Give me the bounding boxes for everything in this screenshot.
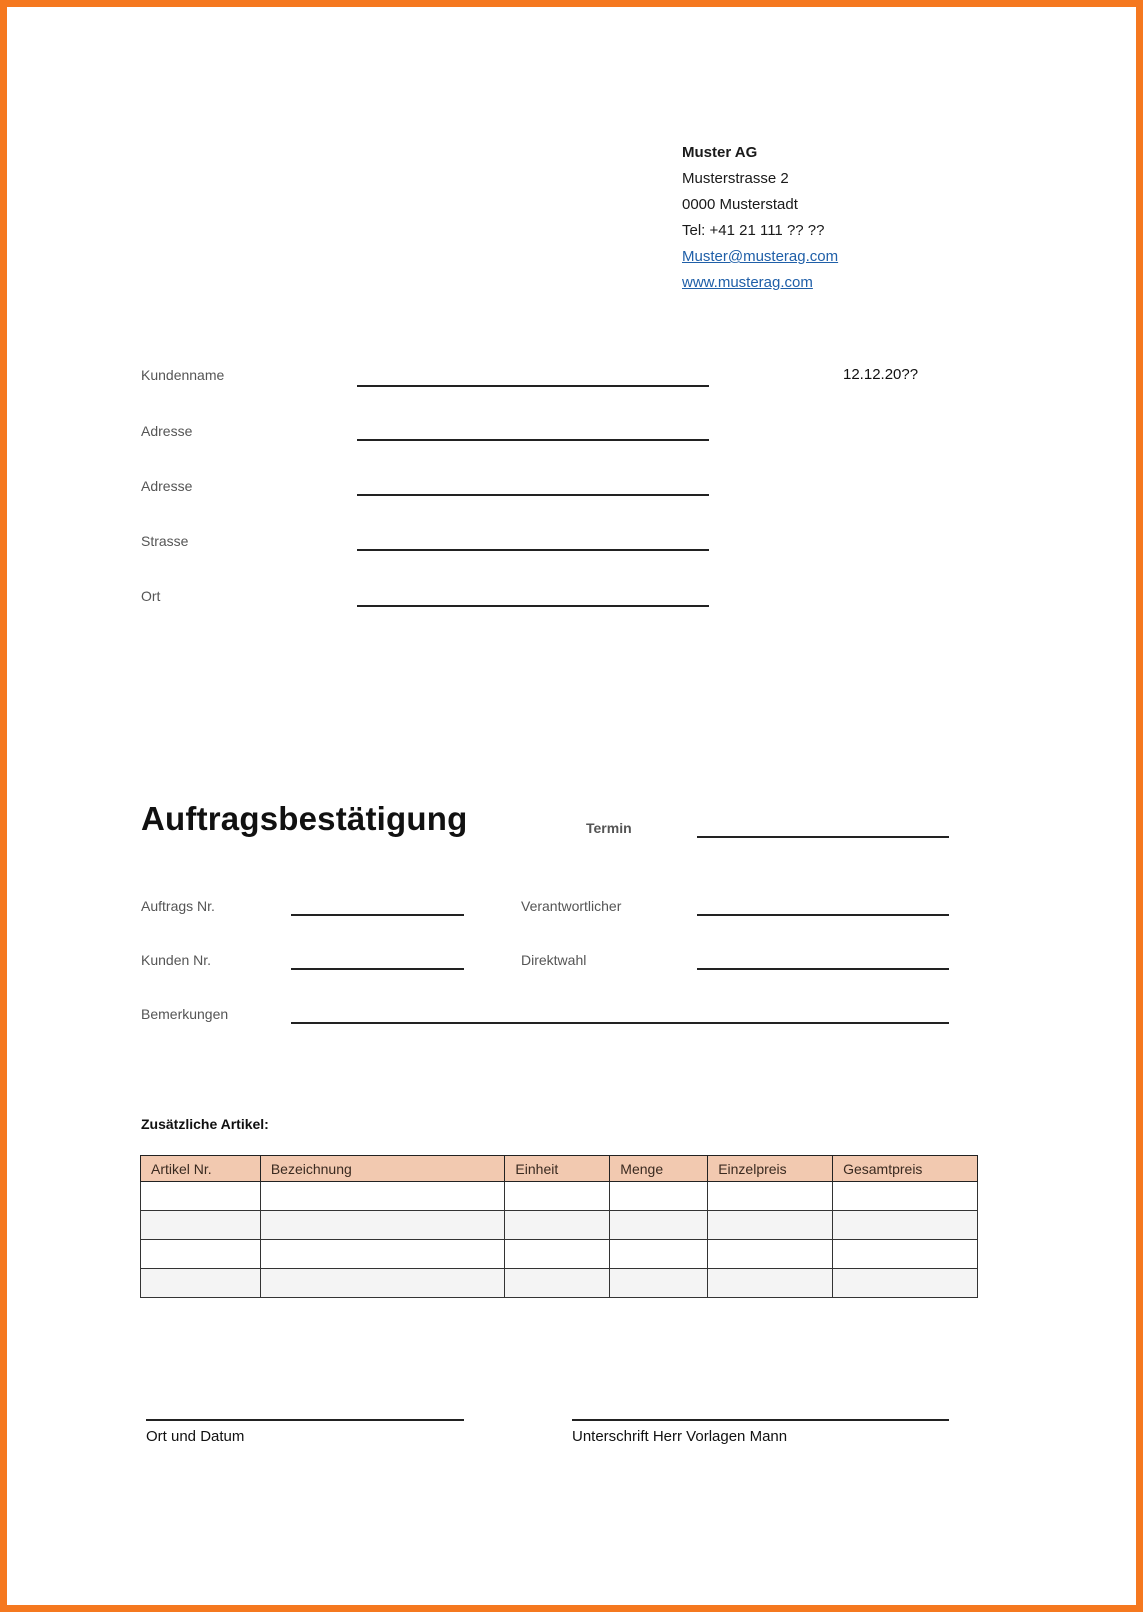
- customer-address2-field[interactable]: [357, 494, 709, 496]
- customer-street-label: Strasse: [141, 533, 189, 549]
- document-title: Auftragsbestätigung: [141, 800, 468, 837]
- auftrag-nr-label: Auftrags Nr.: [141, 898, 215, 914]
- kunden-nr-field[interactable]: [291, 968, 464, 970]
- items-table: [140, 1155, 978, 1298]
- table-cell[interactable]: [260, 1269, 505, 1298]
- verantwortlicher-label: Verantwortlicher: [521, 898, 622, 914]
- direktwahl-field[interactable]: [697, 968, 949, 970]
- termin-field[interactable]: [697, 836, 949, 838]
- table-cell[interactable]: [708, 1182, 833, 1211]
- signature-label: Unterschrift Herr Vorlagen Mann: [572, 1428, 788, 1445]
- table-cell[interactable]: [708, 1269, 833, 1298]
- table-cell[interactable]: [610, 1182, 708, 1211]
- place-date-label: Ort und Datum: [146, 1428, 245, 1445]
- company-name: Muster AG: [682, 144, 758, 161]
- table-cell[interactable]: [833, 1211, 978, 1240]
- table-cell[interactable]: [708, 1211, 833, 1240]
- customer-address2-label: Adresse: [141, 478, 193, 494]
- items-section-title: Zusätzliche Artikel:: [141, 1116, 269, 1132]
- customer-name-field[interactable]: [357, 385, 709, 387]
- table-cell[interactable]: [708, 1240, 833, 1269]
- table-cell[interactable]: [610, 1211, 708, 1240]
- table-row: [141, 1182, 978, 1211]
- table-cell[interactable]: [505, 1211, 610, 1240]
- table-cell[interactable]: [505, 1182, 610, 1211]
- table-cell[interactable]: [141, 1240, 261, 1269]
- table-cell[interactable]: [260, 1182, 505, 1211]
- kunden-nr-label: Kunden Nr.: [141, 952, 212, 968]
- table-cell[interactable]: [610, 1240, 708, 1269]
- customer-name-label: Kundenname: [141, 367, 225, 383]
- company-phone: Tel: +41 21 111 ?? ??: [682, 222, 825, 239]
- table-cell[interactable]: [833, 1269, 978, 1298]
- place-date-line[interactable]: [146, 1419, 464, 1421]
- col-menge: Menge: [610, 1156, 708, 1182]
- verantwortlicher-field[interactable]: [697, 914, 949, 916]
- col-einheit: Einheit: [505, 1156, 610, 1182]
- table-cell[interactable]: [260, 1211, 505, 1240]
- table-row: [141, 1269, 978, 1298]
- table-cell[interactable]: [505, 1240, 610, 1269]
- col-einzelpreis: Einzelpreis: [708, 1156, 833, 1182]
- table-cell[interactable]: [141, 1211, 261, 1240]
- items-table-header: [141, 1156, 978, 1182]
- table-row: [141, 1240, 978, 1269]
- company-email-link[interactable]: Muster@musterag.com: [682, 248, 839, 265]
- document-date: 12.12.20??: [843, 366, 919, 383]
- customer-address-label: Adresse: [141, 423, 193, 439]
- table-cell[interactable]: [260, 1240, 505, 1269]
- company-city: 0000 Musterstadt: [682, 196, 798, 213]
- company-web-link[interactable]: www.musterag.com: [682, 274, 813, 291]
- table-cell[interactable]: [833, 1240, 978, 1269]
- customer-street-field[interactable]: [357, 549, 709, 551]
- table-cell[interactable]: [833, 1182, 978, 1211]
- table-row: [141, 1211, 978, 1240]
- direktwahl-label: Direktwahl: [521, 952, 587, 968]
- col-artikel-nr: Artikel Nr.: [141, 1156, 261, 1182]
- auftrag-nr-field[interactable]: [291, 914, 464, 916]
- customer-city-label: Ort: [141, 588, 161, 604]
- bemerkungen-label: Bemerkungen: [141, 1006, 229, 1022]
- table-cell[interactable]: [505, 1269, 610, 1298]
- signature-line[interactable]: [572, 1419, 949, 1421]
- table-cell[interactable]: [610, 1269, 708, 1298]
- company-street: Musterstrasse 2: [682, 170, 789, 187]
- col-gesamtpreis: Gesamtpreis: [833, 1156, 978, 1182]
- termin-label: Termin: [586, 820, 632, 836]
- table-cell[interactable]: [141, 1182, 261, 1211]
- table-cell[interactable]: [141, 1269, 261, 1298]
- customer-city-field[interactable]: [357, 605, 709, 607]
- col-bezeichnung: Bezeichnung: [260, 1156, 505, 1182]
- bemerkungen-field[interactable]: [291, 1022, 949, 1024]
- customer-address-field[interactable]: [357, 439, 709, 441]
- company-address: [682, 140, 838, 296]
